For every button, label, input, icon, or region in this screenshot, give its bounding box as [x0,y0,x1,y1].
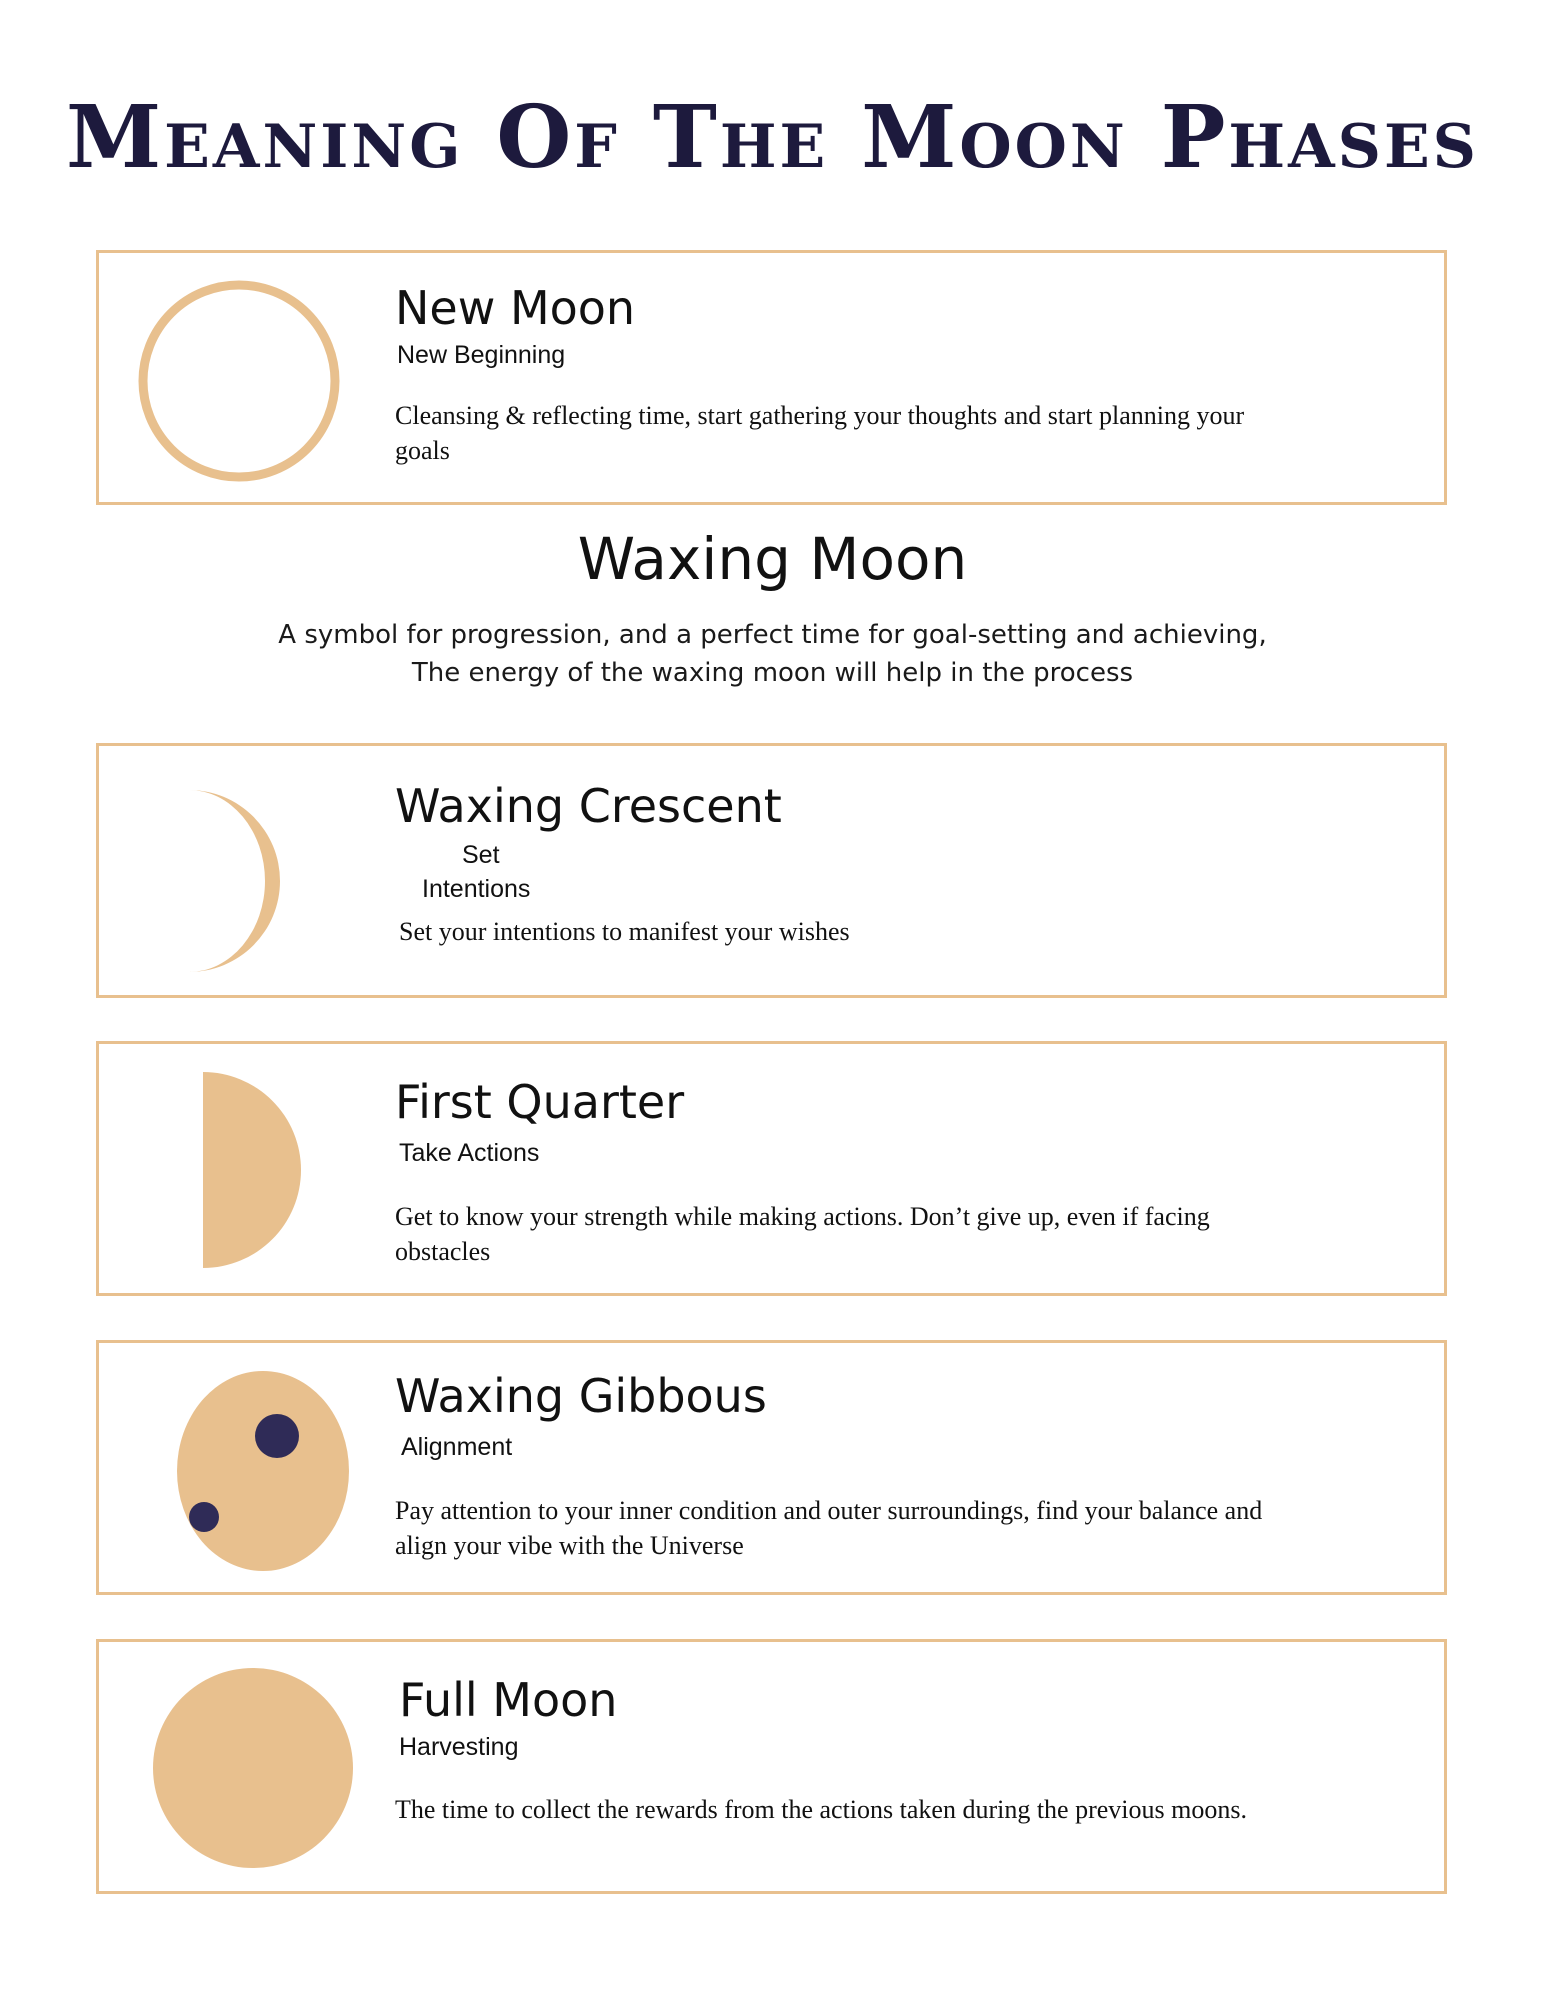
phase-description: Get to know your strength while making actions. Don’t give up, even if facing obstacles [395,1202,1210,1266]
phase-description: Pay attention to your inner condition and outer surroundings, find your balance and align your vibe with the Universe [395,1496,1263,1560]
new-moon-icon [137,279,341,483]
phase-description: Cleansing & reflecting time, start gathering your thoughts and start planning your goals [395,401,1245,465]
phase-card-waxing-gibbous [96,1340,1447,1595]
first-quarter-icon [199,1070,309,1270]
waxing-moon-text-line-1: A symbol for progression, and a perfect time for goal-setting and achieving, [278,620,1267,650]
page-title: Meaning Of The Moon Phases [65,87,1480,188]
phase-card-full-moon [96,1639,1447,1894]
full-moon-icon [151,1666,355,1870]
phase-name: First Quarter [395,1075,685,1129]
waxing-gibbous-icon [159,1367,349,1577]
phase-subtitle: Alignment [401,1433,513,1461]
waxing-crescent-icon [179,786,319,976]
phase-subtitle: New Beginning [397,341,566,369]
phase-subtitle-line-1: Set [462,841,500,869]
phase-name: Full Moon [399,1673,618,1727]
phase-description: Set your intentions to manifest your wishes [399,917,850,946]
phase-card-waxing-crescent [96,743,1447,998]
phase-card-first-quarter [96,1041,1447,1296]
phase-subtitle-line-2: Intentions [422,875,531,903]
phase-subtitle: Harvesting [399,1733,519,1761]
waxing-moon-text-line-2: The energy of the waxing moon will help in the process [411,658,1134,688]
phase-name: Waxing Gibbous [395,1369,767,1423]
waxing-moon-heading: Waxing Moon [577,525,968,593]
phase-name: Waxing Crescent [395,779,782,833]
phase-subtitle: Take Actions [399,1139,540,1167]
phase-card-new-moon [96,250,1447,505]
phase-description: The time to collect the rewards from the actions taken during the previous moons. [395,1795,1247,1824]
phase-name: New Moon [395,281,636,335]
